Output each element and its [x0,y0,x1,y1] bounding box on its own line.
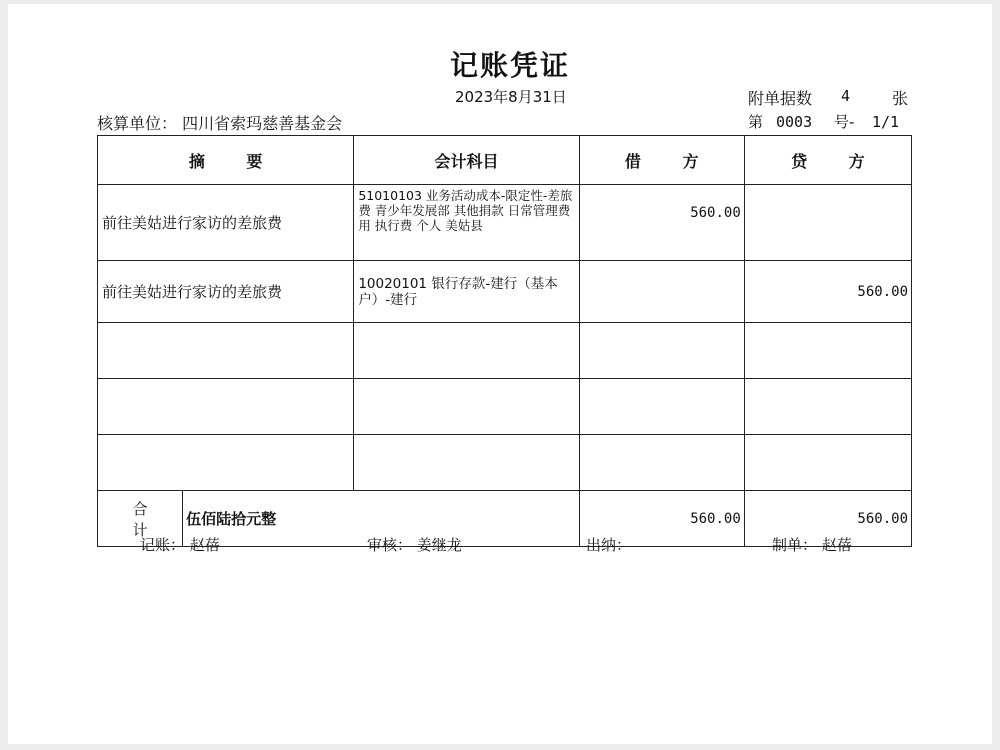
voucher-date: 2023年8月31日 [455,88,567,106]
table-header-row [98,136,912,185]
column-header-credit: 贷 方 [744,136,911,185]
empty-row [98,379,912,435]
voucher-page: 1/1 [872,113,900,131]
attachment-unit: 张 [892,89,909,108]
row-summary: 前往美姑进行家访的差旅费 [98,185,354,261]
row-credit: 560.00 [744,261,911,323]
accounting-unit: 核算单位： 四川省索玛慈善基金会 [97,114,343,133]
voucher-number [748,111,899,132]
voucher-number-value: 0003 [776,113,813,131]
total-amount-in-words: 伍佰陆拾元整 [183,491,579,547]
row-debit: 560.00 [579,185,744,261]
preparer-signature: 制单： 赵蓓 [772,536,852,554]
empty-row [98,323,912,379]
row-account: 10020101 银行存款-建行（基本户）-建行 [354,261,579,323]
row-credit [744,185,911,261]
attachment-label: 附单据数 [748,89,813,108]
bookkeeper-signature: 记账： 赵蓓 [140,536,220,554]
attachment-count: 4 [841,87,851,105]
row-debit [579,261,744,323]
column-header-debit: 借 方 [579,136,744,185]
row-summary: 前往美姑进行家访的差旅费 [98,261,354,323]
row-account: 51010103 业务活动成本-限定性-差旅费 青少年发展部 其他捐款 日常管理费用 执行费 个人 美姑县 [354,185,579,261]
reviewer-signature: 审核： 姜继龙 [367,536,462,554]
page-title: 记账凭证 [450,49,571,82]
empty-row [98,435,912,491]
table-row [98,261,912,323]
total-credit: 560.00 [744,491,911,547]
total-label: 合 计 [98,491,183,547]
total-debit: 560.00 [579,491,744,547]
cashier-signature: 出纳： [586,536,632,554]
voucher-suffix: 号- [834,113,855,131]
column-header-summary: 摘 要 [98,136,354,185]
voucher-prefix: 第 [748,113,764,131]
column-header-account: 会计科目 [354,136,579,185]
table-row [98,185,912,261]
voucher-table [97,135,912,547]
